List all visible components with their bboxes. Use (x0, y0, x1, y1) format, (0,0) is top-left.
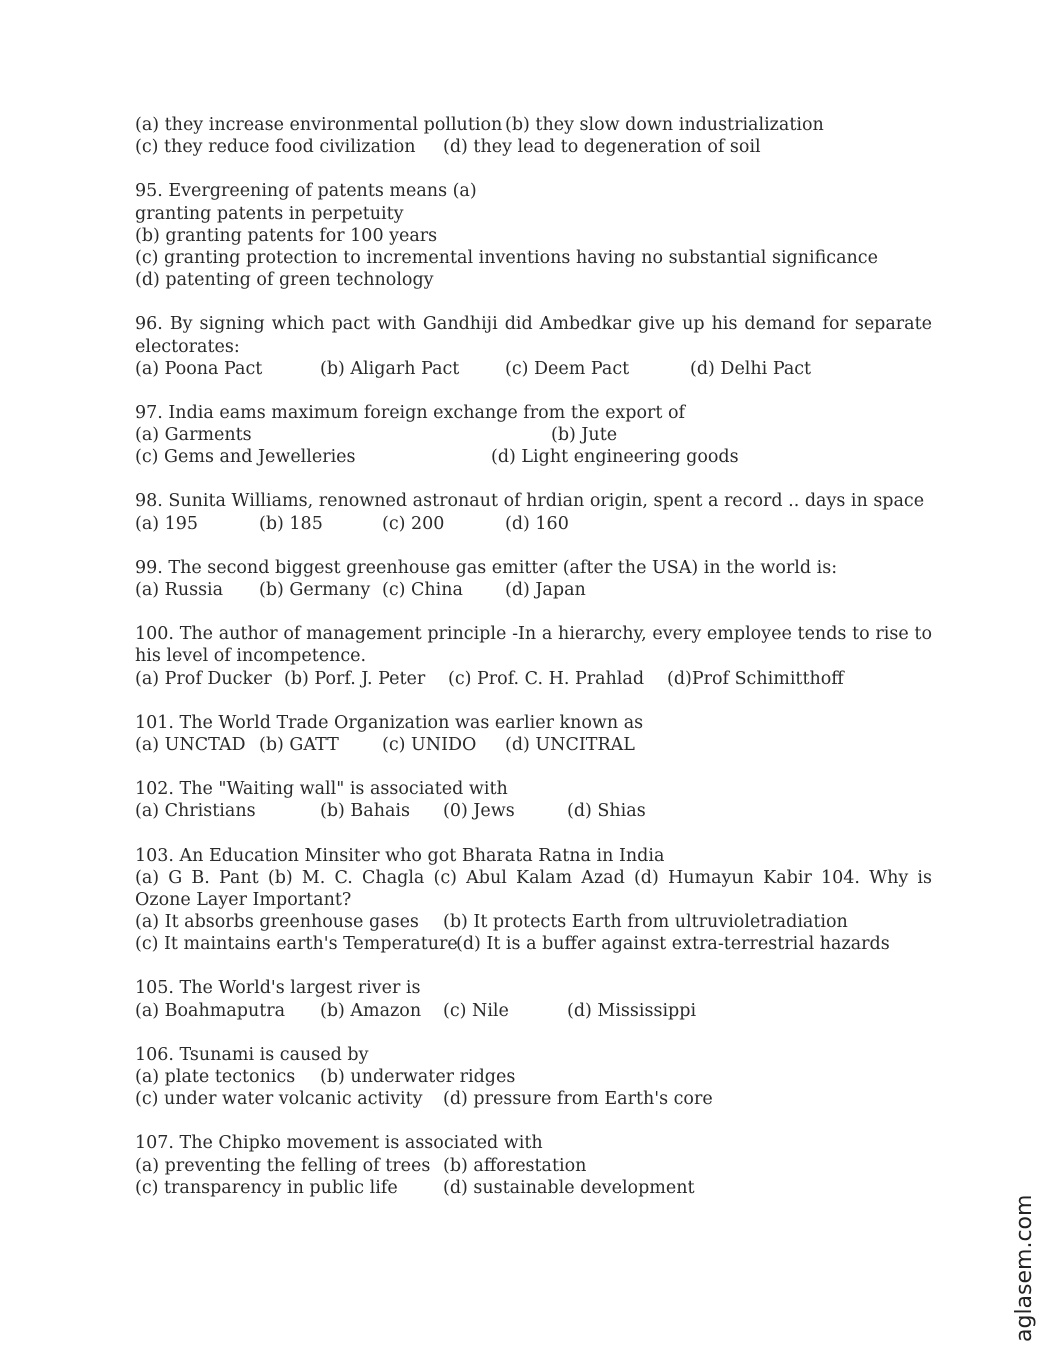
q102-option-c: (0) Jews (443, 801, 515, 822)
q107-options-row-1 (135, 1155, 932, 1177)
q94-option-c: (c) they reduce food civilization (135, 137, 416, 158)
q96-options-row (135, 358, 932, 380)
q94-option-b: (b) they slow down industrialization (505, 115, 824, 135)
q104-option-a: (a) It absorbs greenhouse gases (135, 912, 419, 933)
q107-option-b: (b) afforestation (443, 1155, 587, 1176)
q98-option-d: (d) 160 (505, 513, 569, 534)
q97-option-b: (b) Jute (551, 425, 618, 446)
q101-option-b: (b) GATT (259, 734, 339, 755)
q96-option-b: (b) Aligarh Pact (320, 358, 460, 379)
q106-stem: 106. Tsunami is caused by (135, 1044, 369, 1065)
q102-stem: 102. The "Waiting wall" is associated with (135, 779, 508, 800)
q107-option-d: (d) sustainable development (443, 1177, 695, 1198)
q94-options-row-1 (135, 114, 932, 136)
q97-option-c: (c) Gems and Jewelleries (135, 447, 356, 468)
q101-stem: 101. The World Trade Organization was earlier known as (135, 712, 644, 733)
q95-stem-line-2: granting patents in perpetuity (135, 203, 404, 224)
q101-option-d: (d) UNCITRAL (505, 734, 635, 755)
q100-stem-line-1: 100. The author of management principle -In a hierarchy, every employee tends to rise to (135, 624, 932, 645)
q107-options-row-2 (135, 1177, 932, 1199)
q102-option-b: (b) Bahais (320, 801, 410, 822)
q105-options-row (135, 1000, 932, 1022)
q98-option-b: (b) 185 (259, 513, 323, 534)
q105-option-d: (d) Mississippi (567, 1000, 697, 1021)
q99-options-row (135, 579, 932, 601)
q98-option-c: (c) 200 (382, 513, 445, 534)
q95-option-b: (b) granting patents for 100 years (135, 225, 438, 246)
q103-stem: 103. An Education Minsiter who got Bharata Ratna in India (135, 845, 665, 866)
q104-stem: Ozone Layer Important? (135, 889, 352, 910)
q94-option-d: (d) they lead to degeneration of soil (443, 137, 761, 158)
q97-options-row-1 (135, 424, 932, 446)
q104-options-row-1 (135, 911, 932, 933)
question-page (135, 114, 932, 1199)
q95-stem-line-1: 95. Evergreening of patents means (a) (135, 181, 477, 202)
q100-option-c: (c) Prof. C. H. Prahlad (448, 668, 645, 689)
q104-option-b: (b) It protects Earth from ultruvioletradiation (443, 912, 848, 933)
q95-option-c: (c) granting protection to incremental inventions having no substantial significance (135, 247, 878, 268)
q107-stem: 107. The Chipko movement is associated with (135, 1133, 543, 1154)
q94-options-row-2 (135, 136, 932, 158)
q98-options-row (135, 513, 932, 535)
q105-stem: 105. The World's largest river is (135, 978, 421, 999)
q99-stem: 99. The second biggest greenhouse gas emitter (after the USA) in the world is: (135, 557, 838, 578)
q94-option-a: (a) they increase environmental pollution (135, 115, 503, 135)
q97-stem: 97. India eams maximum foreign exchange from the export of (135, 402, 686, 423)
q102-option-a: (a) Christians (135, 801, 256, 822)
q104-option-c: (c) It maintains earth's Temperature (135, 934, 458, 955)
q96-stem-line-1: 96. By signing which pact with Gandhiji did Ambedkar give up his demand for separate (135, 314, 932, 335)
q100-option-b: (b) Porf. J. Peter (284, 668, 426, 689)
q100-option-d: (d)Prof Schimitthoff (667, 668, 844, 689)
q101-options-row (135, 734, 932, 756)
q98-option-a: (a) 195 (135, 513, 199, 534)
q105-option-a: (a) Boahmaputra (135, 1000, 286, 1021)
q97-option-a: (a) Garments (135, 425, 252, 446)
q95-option-d: (d) patenting of green technology (135, 270, 434, 291)
q99-option-c: (c) China (382, 580, 463, 600)
q99-option-b: (b) Germany (259, 580, 371, 600)
q105-option-c: (c) Nile (443, 1000, 509, 1021)
q107-option-c: (c) transparency in public life (135, 1177, 398, 1198)
q96-option-c: (c) Deem Pact (505, 358, 630, 379)
q106-options-row-2 (135, 1088, 932, 1110)
q106-option-d: (d) pressure from Earth's core (443, 1089, 713, 1110)
q100-option-a: (a) Prof Ducker (135, 668, 272, 689)
q106-options-row-1 (135, 1066, 932, 1088)
q104-options-row-2 (135, 933, 932, 955)
q99-option-a: (a) Russia (135, 580, 224, 600)
q97-option-d: (d) Light engineering goods (491, 447, 739, 468)
q101-option-c: (c) UNIDO (382, 734, 477, 755)
q106-option-a: (a) plate tectonics (135, 1067, 296, 1087)
watermark-text: aglasem.com (1012, 1194, 1037, 1342)
q107-option-a: (a) preventing the felling of trees (135, 1155, 431, 1176)
q96-stem-line-2: electorates: (135, 336, 240, 357)
q96-option-a: (a) Poona Pact (135, 358, 263, 379)
q99-option-d: (d) Japan (505, 580, 586, 600)
q103-options-line: (a) G B. Pant (b) M. C. Chagla (c) Abul Kalam Azad (d) Humayun Kabir 104. Why is (135, 867, 932, 888)
q100-stem-line-2: his level of incompetence. (135, 646, 367, 667)
q96-option-d: (d) Delhi Pact (690, 358, 812, 379)
q98-stem: 98. Sunita Williams, renowned astronaut of hrdian origin, spent a record .. days in space (135, 491, 925, 512)
q104-option-d: (d) It is a buffer against extra-terrestrial hazards (456, 934, 890, 955)
q102-options-row (135, 800, 932, 822)
q101-option-a: (a) UNCTAD (135, 734, 246, 755)
q102-option-d: (d) Shias (567, 801, 646, 822)
q106-option-c: (c) under water volcanic activity (135, 1089, 423, 1110)
q106-option-b: (b) underwater ridges (320, 1067, 516, 1087)
q100-options-row (135, 668, 932, 690)
q97-options-row-2 (135, 446, 932, 468)
q105-option-b: (b) Amazon (320, 1000, 422, 1021)
